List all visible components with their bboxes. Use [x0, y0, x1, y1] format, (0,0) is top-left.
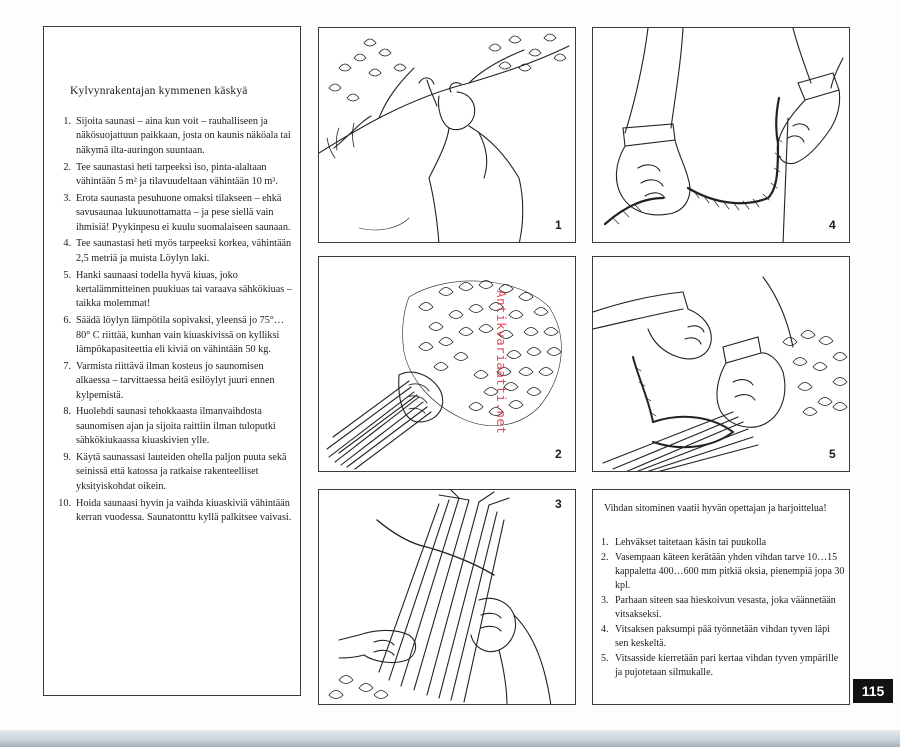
commandment-item-number: 4. [63, 238, 71, 250]
step-item-text: Vitsasside kierretään pari kertaa vihdan tyven ympärille ja pujotetaan silmukalle. [615, 653, 839, 678]
step-item-number: 3. [601, 595, 609, 606]
commandment-item-number: 5. [63, 269, 71, 281]
commandments-title: Kylvynrakentajan kymmenen käskyä [70, 85, 248, 97]
figure-1-number: 1 [555, 218, 562, 232]
steps-list [601, 536, 845, 681]
commandment-item [55, 405, 295, 448]
commandment-item-number: 6. [63, 315, 71, 327]
birch-branch-cutting-illustration [319, 28, 576, 243]
whisk-steps-panel [592, 489, 850, 705]
commandment-item-text: Sijoita saunasi – aina kun voit – rauhalliseen ja näkösuojattuun paikkaan, josta on kaunis näköala tai näkymä ilta-auringon suuntaan. [76, 116, 291, 156]
commandment-item [55, 497, 295, 526]
figure-2 [318, 256, 576, 472]
step-item-text: Vasempaan käteen kerätään yhden vihdan tarve 10…15 kappaletta 400…600 mm pitkiä oksia, pienempiä jopa 30 kpl. [615, 552, 845, 591]
whisk-bundle-illustration [319, 257, 576, 472]
step-item-number: 2. [601, 552, 609, 563]
steps-intro: Vihdan sitominen vaatii hyvän opettajan ja harjoittelua! [604, 503, 827, 514]
commandment-item [55, 237, 295, 266]
step-item-text: Vitsaksen paksumpi pää työnnetään vihdan tyven läpi sen keskeltä. [615, 624, 830, 649]
commandment-item-text: Tee saunastasi heti tarpeeksi iso, pinta-alaltaan vähintään 5 m² ja tilavuudeltaan vähintään 10 m³. [76, 161, 278, 188]
commandment-item [55, 161, 295, 190]
figure-1 [318, 27, 576, 243]
commandment-item [55, 360, 295, 403]
watermark: Antikvariaatti.net [494, 290, 509, 435]
commandments-list [55, 115, 295, 528]
step-item-number: 4. [601, 624, 609, 635]
commandment-item [55, 269, 295, 312]
commandment-item [55, 451, 295, 494]
commandment-item [55, 192, 295, 235]
commandment-item-number: 9. [63, 452, 71, 464]
binding-whisk-illustration [593, 257, 850, 472]
page-number: 115 [853, 679, 893, 703]
commandment-item-number: 3. [63, 192, 71, 204]
step-item-number: 1. [601, 537, 609, 548]
twisting-withe-illustration [593, 28, 850, 243]
figure-5 [592, 256, 850, 472]
commandment-item [55, 115, 295, 158]
figure-3 [318, 489, 576, 705]
commandment-item-text: Tee saunastasi heti myös tarpeeksi korkea, vähintään 2,5 metriä ja muista Löylyn laki. [76, 238, 292, 264]
commandment-item-number: 2. [63, 161, 71, 173]
commandment-item-text: Erota saunasta pesuhuone omaksi tilakseen – ehkä savusaunaa lukuunottamatta – ja pese siellä vain ihmisiä! Pyykinpesu ei kuulu suomalaiseen saunaan. [76, 192, 291, 233]
commandments-panel [43, 26, 301, 696]
commandment-item-text: Käytä saunassasi lauteiden ohella paljon puuta sekä seinissä että katossa ja ratkaise rakenteelliset yksityiskohdat oikein. [76, 452, 287, 492]
commandment-item-text: Varmista riittävä ilman kosteus jo saunomisen alkaessa – tarvittaessa heitä esilöylyt juuri ennen kylpemistä. [76, 360, 275, 401]
figure-5-number: 5 [829, 447, 836, 461]
commandment-item-number: 8. [63, 406, 71, 418]
figure-2-number: 2 [555, 447, 562, 461]
figure-4-number: 4 [829, 218, 836, 232]
step-item-text: Parhaan siteen saa hieskoivun vesasta, joka väännetään vitsakseksi. [615, 595, 836, 620]
step-item [601, 551, 845, 593]
figure-4 [592, 27, 850, 243]
commandment-item-number: 10. [58, 497, 71, 509]
commandment-item-text: Huolehdi saunasi tehokkaasta ilmanvaihdosta saunomisen ajan ja sijoita raittiin ilman tuloputki sähkökiukaassa kiuaskivien ylle. [76, 406, 276, 447]
commandment-item-text: Hanki saunaasi todella hyvä kiuas, joko kertalämmitteinen puukiuas tai varaava sähkökiuas – taikka molemmat! [76, 269, 292, 310]
page-binding-edge [0, 730, 900, 747]
commandment-item-text: Hoida saunaasi hyvin ja vaihda kiuaskiviä vähintään kerran vuodessa. Saunatonttu kyllä palkitsee vaivasi. [76, 497, 292, 524]
step-item [601, 594, 845, 622]
step-item-number: 5. [601, 653, 609, 664]
step-item [601, 536, 845, 550]
figure-3-number: 3 [555, 497, 562, 511]
whisk-handle-illustration [319, 490, 576, 705]
commandment-item-text: Säädä löylyn lämpötila sopivaksi, yleensä jo 75°…80° C riittää, kunhan vain kiuaskivissä on kylliksi lämpökapasiteettia eli kiviä on vähintään 50 kg. [76, 315, 285, 356]
step-item [601, 623, 845, 651]
step-item [601, 652, 845, 680]
commandment-item-number: 7. [63, 360, 71, 372]
commandment-item [55, 314, 295, 357]
commandment-item-number: 1. [63, 116, 71, 127]
step-item-text: Lehväkset taitetaan käsin tai puukolla [615, 537, 767, 548]
